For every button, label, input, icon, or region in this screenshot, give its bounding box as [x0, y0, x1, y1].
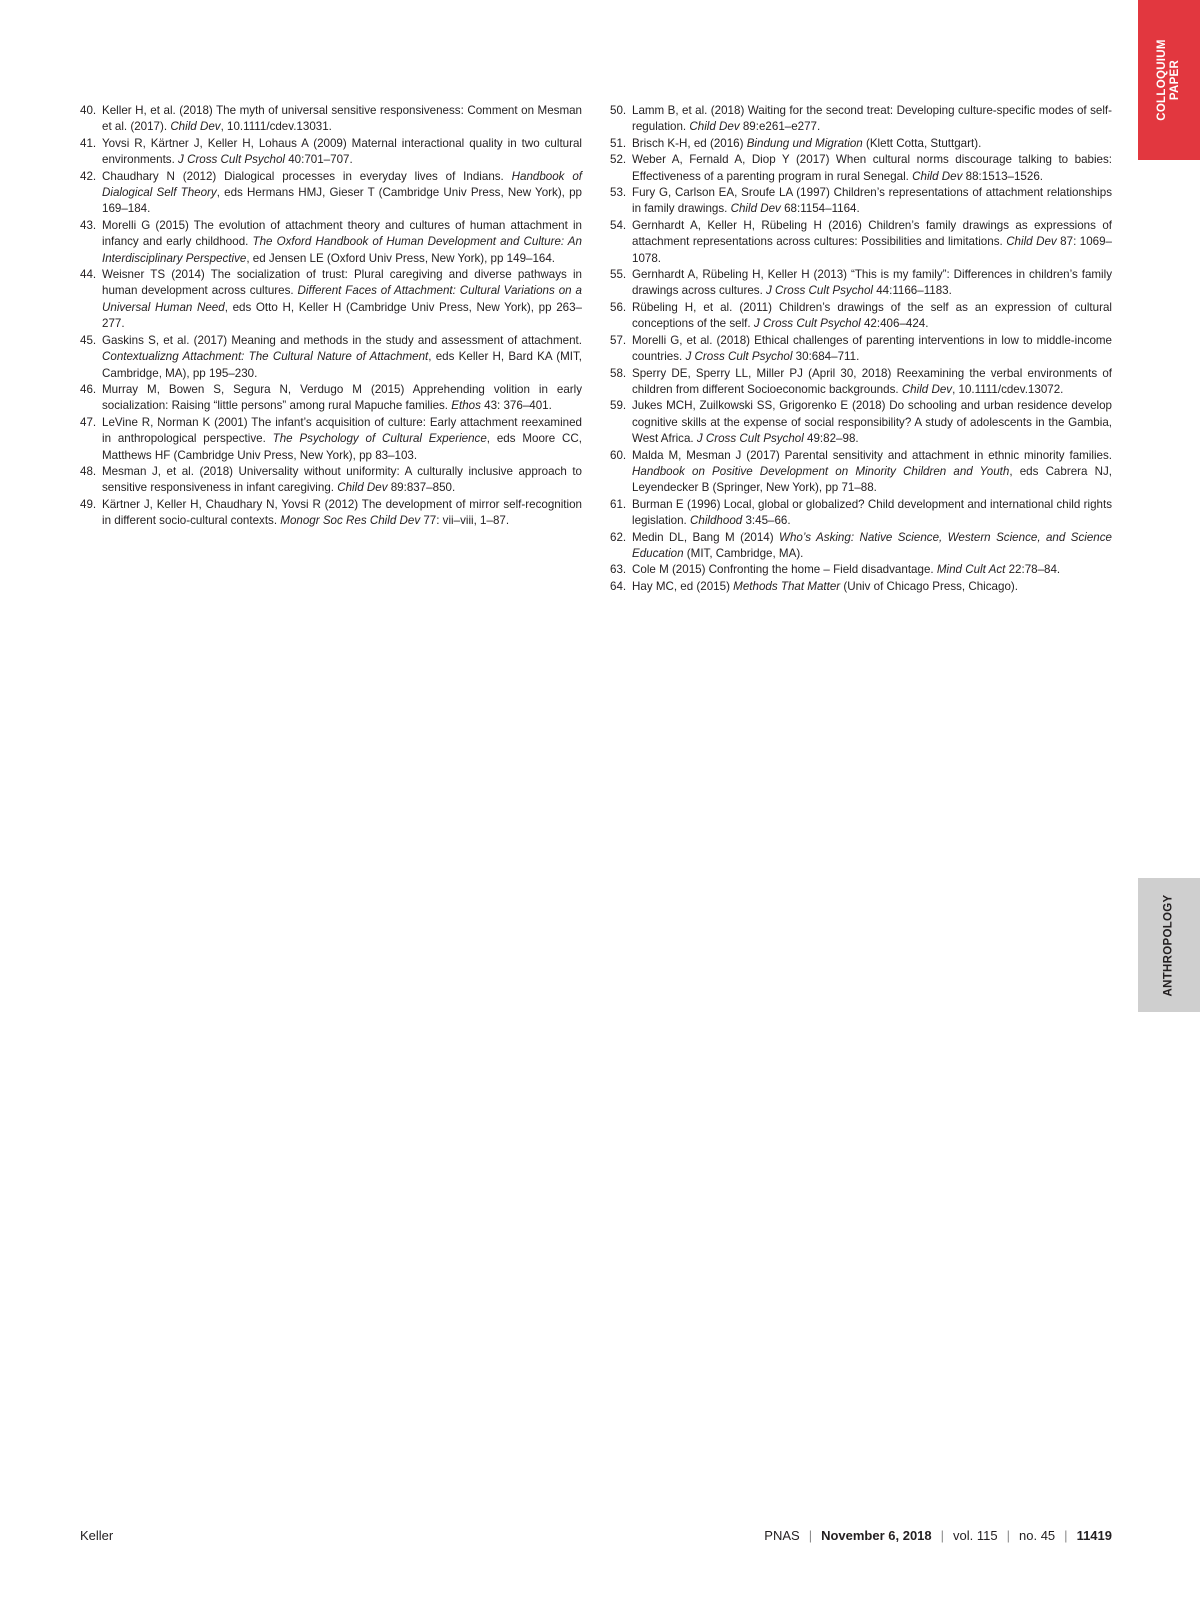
reference-text: Chaudhary N (2012) Dialogical processes in everyday lives of Indians. — [102, 169, 512, 183]
reference-item — [80, 136, 582, 169]
reference-text: 40:701–707. — [285, 153, 353, 167]
reference-text: , eds Otto H, Keller H (Cambridge Univ Press, New York), pp 263–277. — [102, 300, 582, 331]
reference-number: 64. — [610, 579, 627, 593]
reference-item — [610, 562, 1112, 578]
reference-item — [610, 103, 1112, 136]
footer-journal: PNAS — [764, 1528, 800, 1543]
reference-text: Fury G, Carlson EA, Sroufe LA (1997) Children’s representations of attachment relationships in family drawings. — [632, 186, 1112, 216]
reference-item — [80, 267, 582, 333]
reference-text: , 10.1111/cdev.13072. — [952, 382, 1064, 396]
reference-number: 56. — [610, 300, 627, 314]
colloquium-paper-tab — [1138, 0, 1200, 160]
reference-number: 44. — [80, 268, 97, 282]
reference-item — [610, 366, 1112, 399]
reference-number: 63. — [610, 563, 627, 577]
reference-text: LeVine R, Norman K (2001) The infant’s acquisition of culture: Early attachment reexamined in anthropological perspective. — [102, 415, 582, 446]
footer-author: Keller — [80, 1528, 114, 1543]
footer-volume: vol. 115 — [953, 1528, 998, 1543]
reference-text: 89:e261–e277. — [739, 120, 821, 134]
reference-number: 62. — [610, 530, 627, 544]
footer-page-number: 11419 — [1076, 1528, 1112, 1543]
reference-text: , eds Hermans HMJ, Gieser T (Cambridge Univ Press, New York), pp 169–184. — [102, 186, 582, 216]
reference-text: 43: 376–401. — [480, 399, 552, 413]
reference-number: 42. — [80, 169, 97, 183]
reference-item — [610, 497, 1112, 530]
reference-source: Handbook on Positive Development on Minority Children and Youth — [632, 464, 1010, 478]
page-footer — [80, 1526, 1112, 1546]
reference-number: 55. — [610, 268, 627, 282]
reference-text: Keller H, et al. (2018) The myth of universal sensitive responsiveness: Comment on Mesman et al. (2017). — [102, 104, 582, 134]
reference-item — [610, 398, 1112, 447]
reference-text: 68:1154–1164. — [780, 202, 860, 216]
reference-text: Yovsi R, Kärtner J, Keller H, Lohaus A (2009) Maternal interactional quality in two cultural environments. — [102, 136, 582, 167]
reference-number: 48. — [80, 464, 97, 478]
reference-text: Malda M, Mesman J (2017) Parental sensitivity and attachment in ethnic minority families. — [632, 448, 1112, 462]
reference-text: Morelli G, et al. (2018) Ethical challenges of parenting interventions in low to middle-income countries. — [632, 333, 1112, 364]
section-tab — [1138, 878, 1200, 1012]
footer-date: November 6, 2018 — [821, 1528, 932, 1543]
reference-text: 3:45–66. — [742, 514, 791, 528]
reference-item — [610, 448, 1112, 497]
reference-number: 40. — [80, 104, 97, 117]
reference-source: Contextualizng Attachment: The Cultural Nature of Attachment — [102, 350, 429, 364]
reference-item — [610, 530, 1112, 563]
reference-text: , eds Cabrera NJ, Leyendecker B (Springer, New York), pp 71–88. — [632, 464, 1112, 495]
reference-text: 49:82–98. — [803, 432, 859, 446]
reference-text: Medin DL, Bang M (2014) — [632, 530, 780, 544]
reference-source: Different Faces of Attachment: Cultural Variations on a Universal Human Need — [102, 284, 582, 314]
footer-journal-info — [764, 1526, 1112, 1546]
reference-item — [80, 169, 582, 218]
reference-source: Methods That Matter — [733, 579, 841, 593]
reference-text: Gaskins S, et al. (2017) Meaning and methods in the study and assessment of attachment. — [102, 333, 582, 347]
reference-text: 88:1513–1526. — [962, 169, 1043, 183]
reference-source: Ethos — [451, 399, 481, 413]
reference-source: Child Dev — [337, 481, 388, 495]
reference-number: 52. — [610, 153, 627, 167]
reference-source: The Psychology of Cultural Experience — [272, 432, 487, 446]
footer-separator: | — [808, 1528, 813, 1543]
reference-text: Lamm B, et al. (2018) Waiting for the second treat: Developing culture-specific modes of self-regulation. — [632, 104, 1112, 134]
reference-text: , 10.1111/cdev.13031. — [220, 120, 332, 134]
reference-text: Hay MC, ed (2015) — [632, 579, 734, 593]
reference-text: Brisch K-H, ed (2016) — [632, 136, 747, 150]
reference-text: 44:1166–1183. — [872, 284, 952, 298]
reference-source: Monogr Soc Res Child Dev — [280, 514, 421, 528]
reference-text: Cole M (2015) Confronting the home – Field disadvantage. — [632, 563, 937, 577]
reference-number: 53. — [610, 186, 627, 200]
reference-number: 61. — [610, 497, 627, 511]
reference-item — [610, 218, 1112, 267]
references-left-column — [80, 103, 582, 530]
reference-number: 59. — [610, 399, 627, 413]
reference-item — [80, 415, 582, 464]
reference-text: Morelli G (2015) The evolution of attachment theory and cultures of human attachment in infancy and early childhood. — [102, 218, 582, 249]
reference-item — [610, 579, 1112, 595]
footer-separator: | — [1064, 1528, 1068, 1543]
reference-source: Child Dev — [170, 120, 221, 134]
reference-text: Mesman J, et al. (2018) Universality without uniformity: A culturally inclusive approach to sensitive responsiveness in infant caregiving. — [102, 464, 582, 495]
reference-item — [610, 333, 1112, 366]
reference-number: 57. — [610, 333, 627, 347]
footer-separator: | — [940, 1528, 945, 1543]
reference-text: Murray M, Bowen S, Segura N, Verdugo M (2015) Apprehending volition in early socialization: Raising “little persons” among rural Mapuche families. — [102, 382, 582, 413]
reference-text: Kärtner J, Keller H, Chaudhary N, Yovsi R (2012) The development of mirror self-recognition in different socio-cultural contexts. — [102, 497, 582, 528]
reference-source: Handbook of Dialogical Self Theory — [102, 169, 582, 200]
reference-text: Gernhardt A, Rübeling H, Keller H (2013) “This is my family”: Differences in children’s family drawings across cultures. — [632, 268, 1112, 298]
reference-source: Child Dev — [730, 202, 781, 216]
reference-number: 46. — [80, 382, 97, 396]
reference-text: Burman E (1996) Local, global or globalized? Child development and international child rights legislation. — [632, 497, 1112, 528]
reference-text: , eds Keller H, Bard KA (MIT, Cambridge, MA), pp 195–230. — [102, 350, 582, 380]
reference-source: J Cross Cult Psychol — [753, 317, 861, 331]
reference-source: The Oxford Handbook of Human Development and Culture: An Interdisciplinary Perspective — [102, 235, 582, 265]
reference-source: Child Dev — [901, 382, 953, 396]
reference-source: Who’s Asking: Native Science, Western Science, and Science Education — [632, 530, 1112, 560]
references-right-column — [610, 103, 1112, 595]
reference-text: Rübeling H, et al. (2011) Children’s drawings of the self as an expression of cultural conceptions of the self. — [632, 300, 1112, 331]
reference-text: (Klett Cotta, Stuttgart). — [862, 136, 982, 150]
footer-issue: no. 45 — [1019, 1528, 1056, 1543]
section-label: ANTHROPOLOGY — [1162, 894, 1175, 996]
reference-number: 47. — [80, 415, 97, 429]
reference-text: 77: vii–viii, 1–87. — [420, 514, 510, 528]
reference-item — [80, 464, 582, 497]
reference-text: Sperry DE, Sperry LL, Miller PJ (April 30, 2018) Reexamining the verbal environments of children from different Socioeconomic backgrounds. — [632, 366, 1112, 396]
reference-item — [80, 382, 582, 415]
reference-text: Gernhardt A, Keller H, Rübeling H (2016) Children’s family drawings as expressions of attachment representations across cultures: Possibilities and limitations. — [632, 218, 1112, 249]
reference-item — [610, 136, 1112, 152]
reference-text: Weisner TS (2014) The socialization of trust: Plural caregiving and diverse pathways in human development across cultures. — [102, 268, 582, 298]
reference-text: 22:78–84. — [1005, 563, 1061, 577]
reference-source: Childhood — [690, 514, 743, 528]
reference-number: 60. — [610, 448, 627, 462]
footer-separator: | — [1006, 1528, 1011, 1543]
reference-item — [610, 267, 1112, 300]
reference-item — [80, 218, 582, 267]
reference-item — [610, 152, 1112, 185]
reference-source: Child Dev — [912, 169, 963, 183]
reference-source: Mind Cult Act — [936, 563, 1006, 577]
reference-text: (Univ of Chicago Press, Chicago). — [840, 579, 1018, 593]
reference-text: Weber A, Fernald A, Diop Y (2017) When cultural norms discourage talking to babies: Effectiveness of a parenting program in rural Senegal. — [632, 153, 1112, 183]
reference-text: 42:406–424. — [860, 317, 929, 331]
reference-source: Bindung und Migration — [746, 136, 863, 150]
reference-text: , ed Jensen LE (Oxford Univ Press, New York), pp 149–164. — [246, 251, 556, 265]
reference-item — [80, 333, 582, 382]
reference-number: 41. — [80, 136, 97, 150]
reference-text: 89:837–850. — [387, 481, 456, 495]
reference-source: Child Dev — [689, 120, 740, 134]
reference-number: 50. — [610, 104, 627, 117]
reference-item — [610, 300, 1112, 333]
reference-number: 45. — [80, 333, 97, 347]
reference-source: J Cross Cult Psychol — [766, 284, 873, 298]
reference-source: J Cross Cult Psychol — [178, 153, 285, 167]
reference-number: 43. — [80, 218, 97, 232]
reference-item — [610, 185, 1112, 218]
reference-text: , eds Moore CC, Matthews HF (Cambridge Univ Press, New York), pp 83–103. — [102, 432, 582, 462]
reference-number: 51. — [610, 136, 627, 150]
reference-number: 54. — [610, 218, 627, 232]
reference-source: J Cross Cult Psychol — [685, 350, 793, 364]
reference-text: 87: 1069–1078. — [632, 235, 1112, 265]
reference-source: J Cross Cult Psychol — [696, 432, 804, 446]
reference-item — [80, 103, 582, 136]
reference-item — [80, 497, 582, 530]
reference-text: Jukes MCH, Zuilkowski SS, Grigorenko E (2018) Do schooling and urban residence develop cognitive skills at the expense of social responsibility? A study of adolescents in the Gambia, West Africa. — [632, 399, 1112, 446]
reference-number: 49. — [80, 497, 97, 511]
reference-number: 58. — [610, 366, 627, 380]
reference-text: 30:684–711. — [792, 350, 860, 364]
reference-source: Child Dev — [1006, 235, 1057, 249]
reference-text: (MIT, Cambridge, MA). — [683, 546, 804, 560]
colloquium-paper-label: COLLOQUIUM PAPER — [1156, 39, 1182, 121]
